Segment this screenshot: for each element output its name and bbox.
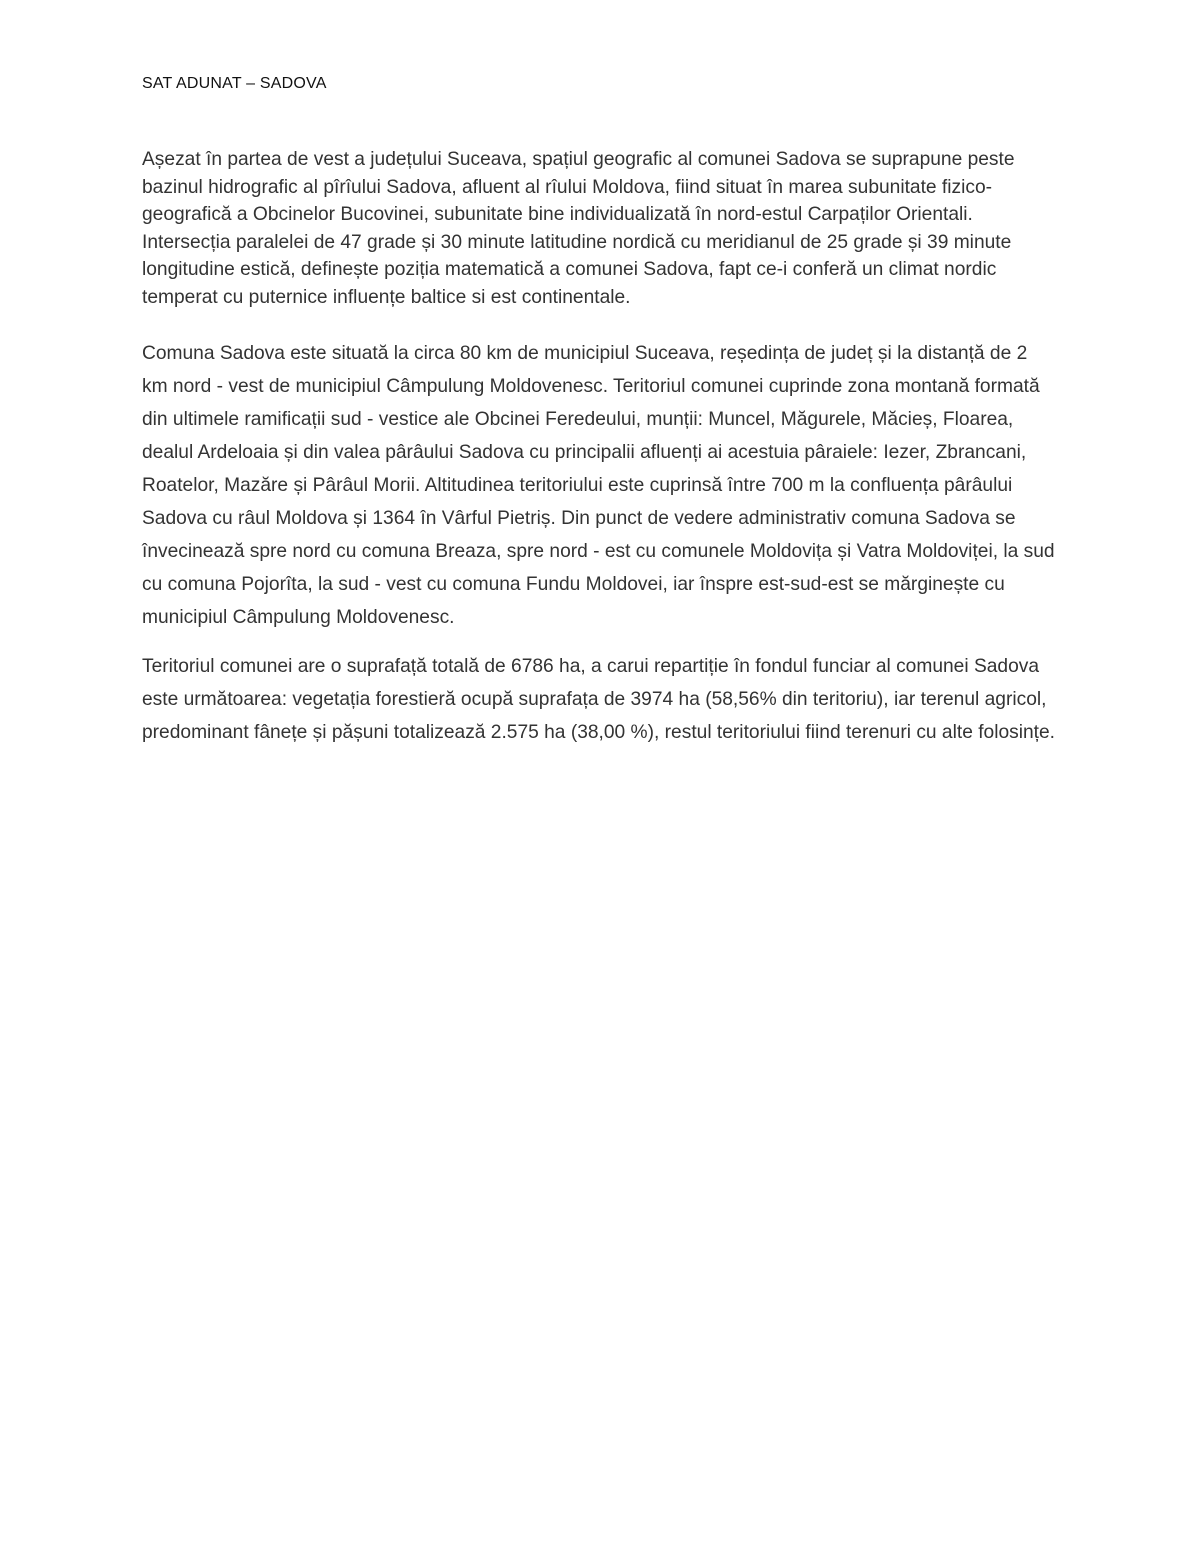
paragraph-location: Așezat în partea de vest a județului Suceava, spațiul geografic al comunei Sadova se suprapune peste bazinul hidrografic al pîrîului Sadova, afluent al rîului Moldova, fiind situat în marea subunitate fizico-geografică a Obcinelor Bucovinei, subunitate bine individualizată în nord-estul Carpaților Orientali. Intersecția paralelei de 47 grade și 30 minute latitudine nordică cu meridianul de 25 grade și 39 minute longitudine estică, definește poziția matematică a comunei Sadova, fapt ce-i conferă un climat nordic temperat cu puternice influențe baltice si est continentale. [142, 149, 1015, 308]
paragraph-land-use: Teritoriul comunei are o suprafață totală de 6786 ha, a carui repartiție în fondul funciar al comunei Sadova este următoarea: vegetația forestieră ocupă suprafața de 3974 ha (58,56% din teritoriu), iar terenul agricol, predominant fânețe și pășuni totalizează 2.575 ha (38,00 %), restul teritoriului fiind terenuri cu alte folosințe. [142, 656, 1055, 743]
document-body [142, 74, 1057, 749]
paragraph-geography: Comuna Sadova este situată la circa 80 km de municipiul Suceava, reședința de județ și la distanță de 2 km nord - vest de municipiul Câmpulung Moldovenesc. Teritoriul comunei cuprinde zona montană formată din ultimele ramificații sud - vestice ale Obcinei Feredeului, munții: Muncel, Măgurele, Măcieș, Floarea, dealul Ardeloaia și din valea pârâului Sadova cu principalii afluenți ai acestuia pâraiele: Iezer, Zbrancani, Roatelor, Mazăre și Pârâul Morii. Altitudinea teritoriului este cuprinsă între 700 m la confluența pârâului Sadova cu râul Moldova și 1364 în Vârful Pietriș. Din punct de vedere administrativ comuna Sadova se învecinează spre nord cu comuna Breaza, spre nord - est cu comunele Moldovița și Vatra Moldoviței, la sud cu comuna Pojorîta, la sud - vest cu comuna Fundu Moldovei, iar înspre est-sud-est se mărginește cu municipiul Câmpulung Moldovenesc. [142, 343, 1055, 628]
document-title: SAT ADUNAT – SADOVA [142, 75, 327, 92]
